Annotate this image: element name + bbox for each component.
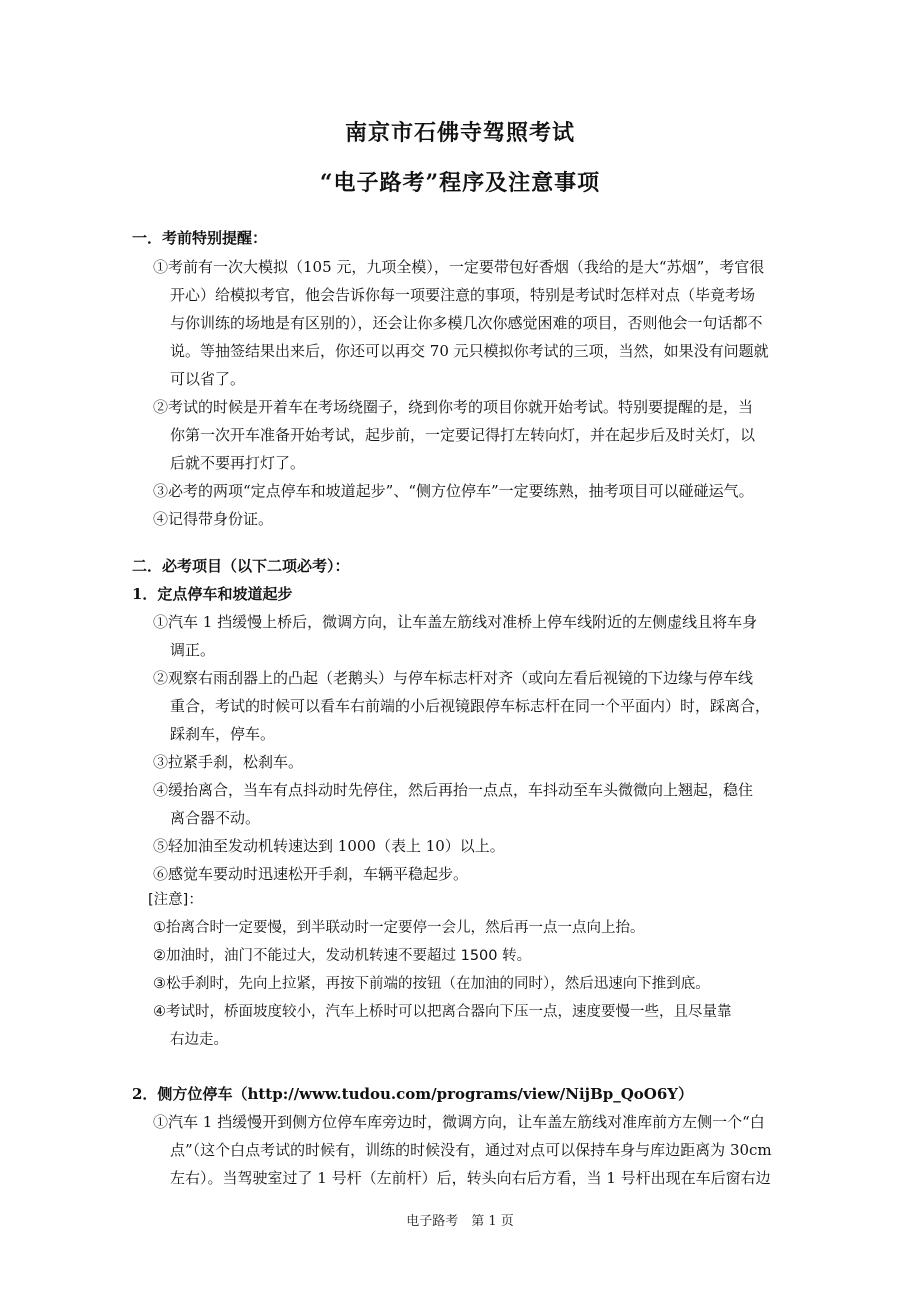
note-line: ②加油时，油门不能过大，发动机转速不要超过 1500 转。: [153, 948, 532, 964]
paragraph-line: 离合器不动。: [170, 809, 261, 827]
page-footer: 电子路考 第 1 页: [406, 1214, 514, 1229]
paragraph-line: 踩刹车，停车。: [170, 725, 276, 743]
paragraph-line: 重合，考试的时候可以看车右前端的小后视镜跟停车标志杆在同一个平面内）时，踩离合，: [170, 697, 771, 715]
document-title: 南京市石佛寺驾照考试: [344, 120, 575, 146]
item2-heading: 2．侧方位停车（http://www.tudou.com/programs/view/NijBp_QoO6Y）: [132, 1085, 694, 1103]
paragraph-line: ①汽车 1 挡缓慢开到侧方位停车库旁边时，微调方向，让车盖左筋线对准库前方左侧一个“白: [153, 1113, 765, 1131]
paragraph-line: 说。等抽签结果出来后，你还可以再交 70 元只模拟你考试的三项，当然，如果没有问题就: [170, 342, 769, 360]
paragraph-line: 你第一次开车准备开始考试，起步前，一定要记得打左转向灯，并在起步后及时关灯，以: [170, 426, 756, 444]
section2-heading: 二．必考项目（以下二项必考）：: [132, 557, 350, 575]
item1-heading: 1．定点停车和坡道起步: [132, 585, 293, 603]
paragraph-line: 与你训练的场地是有区别的），还会让你多模几次你感觉困难的项目，否则他会一句话都不: [170, 314, 763, 332]
paragraph-line: ①考前有一次大模拟（105 元，九项全模），一定要带包好香烟（我给的是大“苏烟”，考官很: [153, 258, 765, 276]
note-line: ④考试时，桥面坡度较小，汽车上桥时可以把离合器向下压一点，速度要慢一些，且尽量靠: [153, 1004, 732, 1020]
note-line: ③松手刹时，先向上拉紧，再按下前端的按钮（在加油的同时），然后迅速向下推到底。: [153, 976, 710, 992]
paragraph-line: ②观察右雨刮器上的凸起（老鹅头）与停车标志杆对齐（或向左看后视镜的下边缘与停车线: [153, 669, 754, 687]
note-line: ①抬离合时一定要慢，到半联动时一定要停一会儿，然后再一点一点向上抬。: [153, 920, 645, 936]
section1-heading: 一．考前特别提醒：: [132, 229, 268, 247]
paragraph-line: ④记得带身份证。: [153, 510, 274, 528]
paragraph-line: ①汽车 1 挡缓慢上桥后，微调方向，让车盖左筋线对准桥上停车线附近的左侧虚线且将车身: [153, 613, 758, 631]
paragraph-line: 点”（这个白点考试的时候有，训练的时候没有，通过对点可以保持车身与库边距离为 30cm: [170, 1141, 772, 1159]
paragraph-line: ③必考的两项“定点停车和坡道起步”、“侧方位停车”一定要练熟，抽考项目可以碰碰运气。: [153, 482, 754, 500]
paragraph-line: ②考试的时候是开着车在考场绕圈子，绕到你考的项目你就开始考试。特别要提醒的是，当: [153, 398, 754, 416]
paragraph-line: 左右）。当驾驶室过了 1 号杆（左前杆）后，转头向右后方看，当 1 号杆出现在车后窗右边: [170, 1169, 771, 1187]
document-subtitle: “电子路考”程序及注意事项: [319, 170, 601, 196]
paragraph-line: 调正。: [170, 641, 216, 659]
paragraph-line: 后就不要再打灯了。: [170, 454, 306, 472]
paragraph-line: ⑥感觉车要动时迅速松开手刹，车辆平稳起步。: [153, 865, 469, 883]
note-line: 右边走。: [170, 1032, 228, 1048]
note-label: [注意]：: [148, 892, 203, 908]
paragraph-line: ⑤轻加油至发动机转速达到 1000（表上 10）以上。: [153, 837, 505, 855]
paragraph-line: 开心）给模拟考官，他会告诉你每一项要注意的事项，特别是考试时怎样对点（毕竟考场: [170, 286, 756, 304]
paragraph-line: ④缓抬离合，当车有点抖动时先停住，然后再抬一点点，车抖动至车头微微向上翘起，稳住: [153, 781, 754, 799]
paragraph-line: 可以省了。: [170, 370, 246, 388]
paragraph-line: ③拉紧手刹，松刹车。: [153, 753, 304, 771]
